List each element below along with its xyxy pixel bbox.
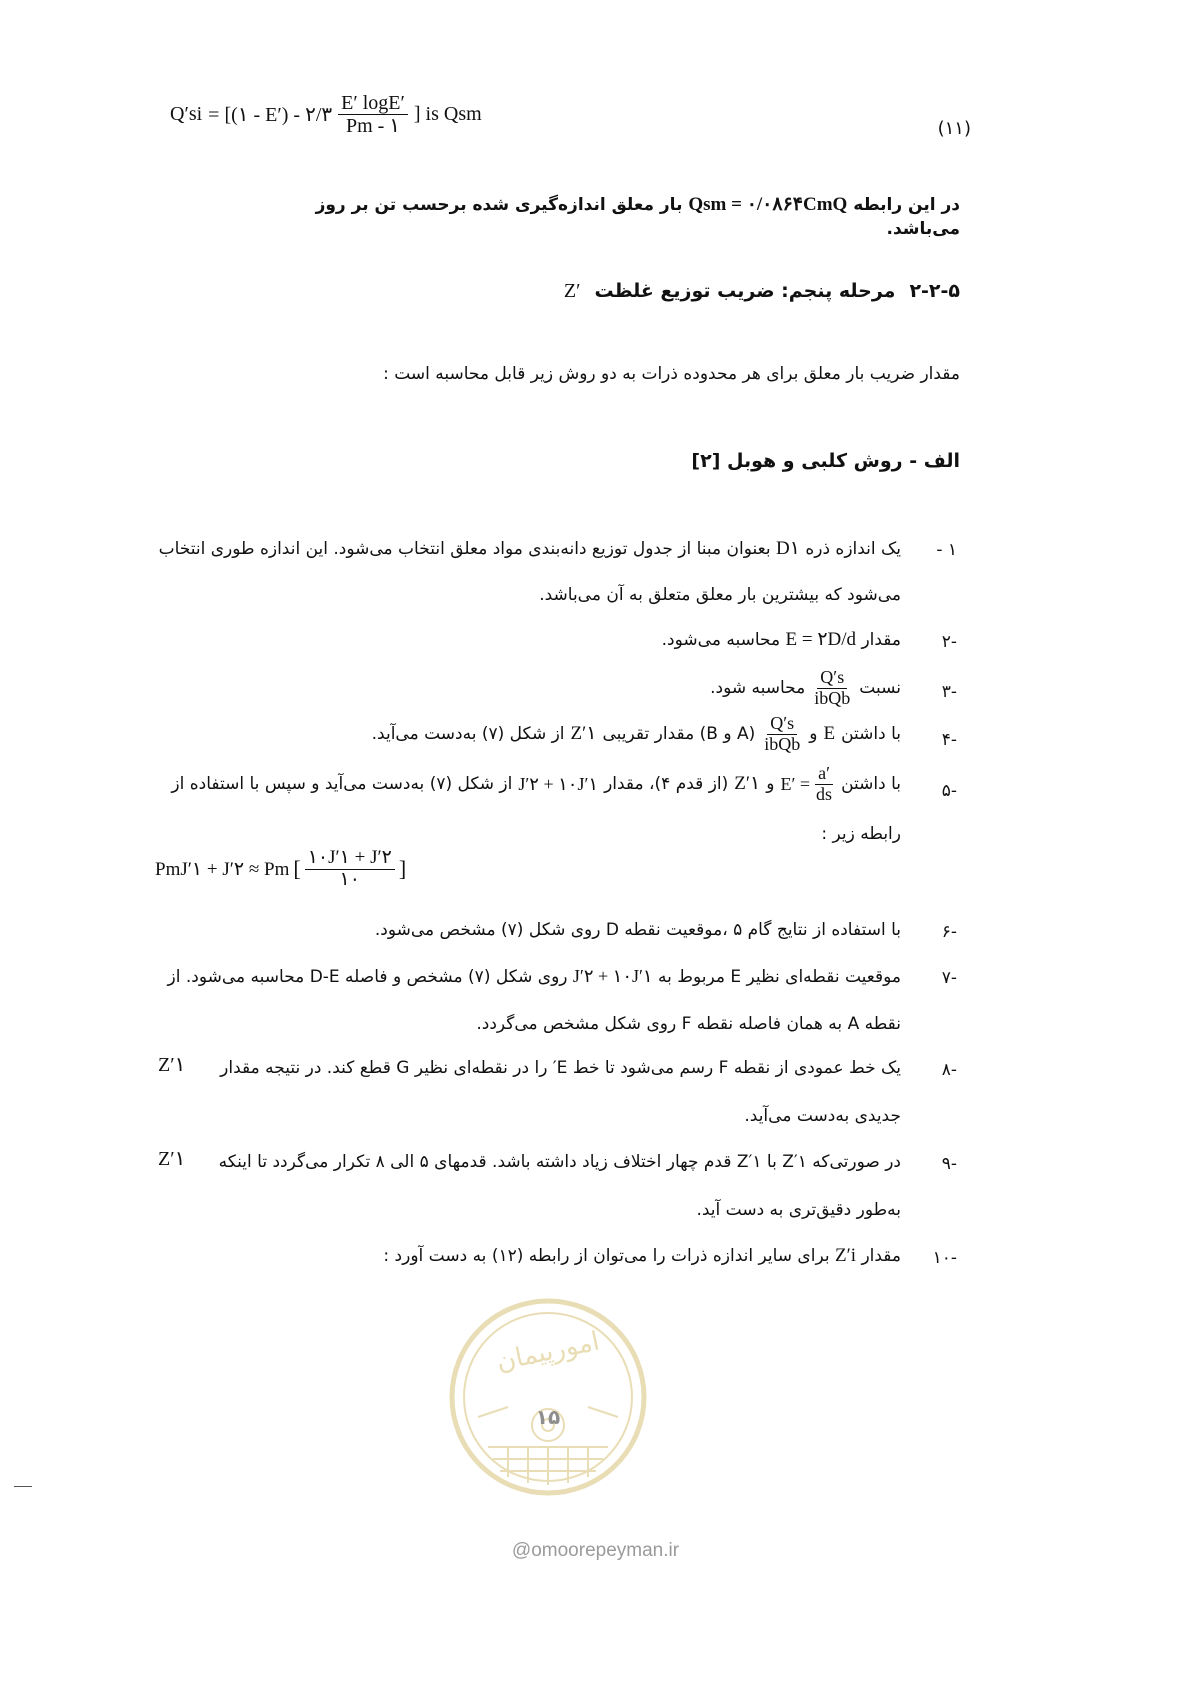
- margin-mark: [14, 1486, 32, 1487]
- item-5-text-b: (از قدم ۴)، مقدار: [604, 774, 729, 795]
- item-5-j: J′۲ + ۱۰J′۱: [518, 774, 599, 795]
- item-3-frac-bot: ibQb: [814, 687, 851, 708]
- subsection-heading-colby: الف - روش کلبی و هوبل [۲]: [691, 450, 960, 472]
- item-number-7: -۷: [941, 968, 957, 988]
- item-number-3: -۳: [941, 682, 957, 702]
- item-number-6: -۶: [941, 922, 957, 942]
- item-2-line: [141, 628, 901, 652]
- item-8-line-1: یک خط عمودی از نقطه F رسم می‌شود تا خط E′ را در نقطه‌ای نظیر G قطع کند. در نتیجه مقدار: [220, 1058, 901, 1078]
- eq11-close: ] is Qsm: [413, 103, 482, 125]
- item-3-text-a: نسبت: [859, 678, 901, 699]
- item-3-line: [141, 668, 901, 709]
- heading1-symbol: Z′: [563, 280, 581, 302]
- p1-pre: در این رابطه: [853, 195, 960, 215]
- watermark-url: @omoorepeyman.ir: [511, 1540, 680, 1561]
- item-5-line-1: [141, 764, 901, 805]
- item-9-symbol: Z′۱: [158, 1148, 186, 1170]
- item-1-line-2: می‌شود که بیشترین بار معلق متعلق به آن می‌باشد.: [539, 585, 901, 605]
- item-10-text-a: مقدار: [861, 1246, 901, 1266]
- item-4-text-a: با داشتن: [841, 724, 901, 745]
- item-2-text-b: محاسبه می‌شود.: [661, 630, 781, 650]
- equation-number: (۱۱): [937, 118, 971, 139]
- eq-mid-bracket-close: ]: [398, 856, 407, 882]
- paragraph-qsm: [260, 193, 960, 241]
- equation-11: [170, 92, 482, 137]
- item-4-line: [141, 714, 901, 755]
- item-5-text-c: از شکل (۷) به‌دست می‌آید و سپس با استفاده از: [171, 774, 513, 795]
- item-3-fraction: [811, 668, 853, 709]
- item-number-5: -۵: [941, 781, 957, 801]
- eq11-frac-top: E′ logE′: [338, 92, 408, 115]
- item-3-frac-top: Q′s: [817, 668, 847, 689]
- paragraph-methods: مقدار ضریب بار معلق برای هر محدوده ذرات به دو روش زیر قابل محاسبه است :: [383, 364, 960, 384]
- item-1-line-1: [141, 537, 901, 561]
- p1-formula: Qsm = ۰/۰۸۶۴CmQ: [688, 194, 848, 215]
- item-5-line-2: رابطه زیر :: [821, 824, 901, 844]
- item-4-frac-bot: ibQb: [764, 733, 801, 754]
- item-4-e: E: [823, 723, 836, 745]
- eq-mid-frac-top: ۱۰J′۱ + J′۲: [305, 848, 395, 870]
- item-10-text-b: برای سایر اندازه ذرات را می‌توان از رابطه (۱۲) به دست آورد :: [383, 1246, 830, 1266]
- item-5-fraction: [813, 764, 835, 805]
- p1-post: بار معلق اندازه‌گیری شده برحسب تن بر روز می‌باشد.: [315, 195, 960, 239]
- item-10-line: [141, 1244, 901, 1268]
- item-number-10: -۱۰: [932, 1248, 957, 1268]
- section-heading-5: [564, 280, 960, 303]
- eq-mid-lhs: PmJ′۱ + J′۲ ≈ Pm: [155, 858, 290, 880]
- item-5-e-lhs: E′ =: [780, 774, 811, 795]
- item-8-line-2: جدیدی به‌دست می‌آید.: [744, 1106, 901, 1126]
- item-4-text-b: (A و B) مقدار تقریبی: [602, 724, 756, 745]
- eq-mid-frac-bot: ۱۰: [339, 868, 360, 890]
- item-number-8: -۸: [941, 1060, 957, 1080]
- heading1-text: مرحله پنجم: ضریب توزیع غلظت: [594, 280, 896, 302]
- item-7-line-1: [141, 964, 901, 989]
- item-1-text-a: یک اندازه ذره: [805, 539, 901, 559]
- item-9-line-2: به‌طور دقیق‌تری به دست آید.: [696, 1200, 901, 1220]
- item-4-symbol: Z′۱: [570, 723, 597, 745]
- equation-mid: [155, 848, 406, 891]
- item-5-frac-top: a′: [815, 764, 833, 785]
- item-2-formula: E = ۲D/d: [785, 629, 857, 650]
- eq-mid-fraction: [305, 848, 395, 891]
- item-5-symbol: Z′۱: [734, 773, 761, 795]
- item-6-line: با استفاده از نتایج گام ۵ ،موقعیت نقطه D روی شکل (۷) مشخص می‌شود.: [374, 920, 901, 940]
- eq11-fraction: [338, 92, 408, 137]
- item-5-frac-bot: ds: [816, 783, 833, 804]
- item-4-and: و: [809, 724, 818, 745]
- seal-logo: [448, 1297, 648, 1497]
- page-number: ۱۵: [535, 1405, 561, 1429]
- eq11-frac-bot: Pm - ۱: [345, 115, 401, 137]
- item-number-2: -۲: [941, 632, 957, 652]
- item-4-text-c: از شکل (۷) به‌دست می‌آید.: [371, 724, 565, 745]
- item-5-e-frac: [780, 764, 835, 805]
- item-8-symbol: Z′۱: [158, 1054, 186, 1076]
- item-4-fraction: [761, 714, 803, 755]
- item-7-line-2: نقطه A به همان فاصله نقطه F روی شکل مشخص می‌گردد.: [476, 1014, 901, 1034]
- item-7-text-b: روی شکل (۷) مشخص و فاصله D-E محاسبه می‌شود. از: [167, 967, 568, 987]
- item-1-symbol: D۱: [775, 538, 800, 559]
- item-2-text-a: مقدار: [861, 630, 901, 650]
- eq-mid-bracket-open: [: [293, 856, 301, 882]
- eq11-lhs: Q′si: [170, 103, 203, 125]
- item-10-symbol: Z′i: [834, 1245, 857, 1266]
- heading1-number: ۲-۲-۵: [909, 280, 960, 302]
- item-number-9: -۹: [941, 1154, 957, 1174]
- item-3-text-b: محاسبه شود.: [710, 678, 806, 699]
- item-5-and: و: [766, 774, 775, 795]
- item-number-4: -۴: [941, 730, 957, 750]
- item-5-text-a: با داشتن: [841, 774, 901, 795]
- seal-text: امورپیمان: [493, 1326, 603, 1378]
- item-4-frac-top: Q′s: [767, 714, 797, 735]
- item-9-line-1: در صورتی‌که Z′۱ با Z′۱ قدم چهار اختلاف زیاد داشته باشد. قدمهای ۵ الی ۸ تکرار می‌گردد تا اینکه: [218, 1152, 901, 1172]
- eq11-open: = [(۱ - E′) - ۲/۳: [208, 104, 333, 126]
- item-number-1: ۱ -: [936, 540, 957, 560]
- item-7-text-a: موقعیت نقطه‌ای نظیر E مربوط به: [658, 967, 901, 987]
- item-1-text-b: بعنوان مبنا از جدول توزیع دانه‌بندی مواد معلق انتخاب می‌شود. این اندازه طوری انتخاب: [158, 539, 771, 559]
- item-7-j: J′۲ + ۱۰J′۱: [572, 966, 653, 986]
